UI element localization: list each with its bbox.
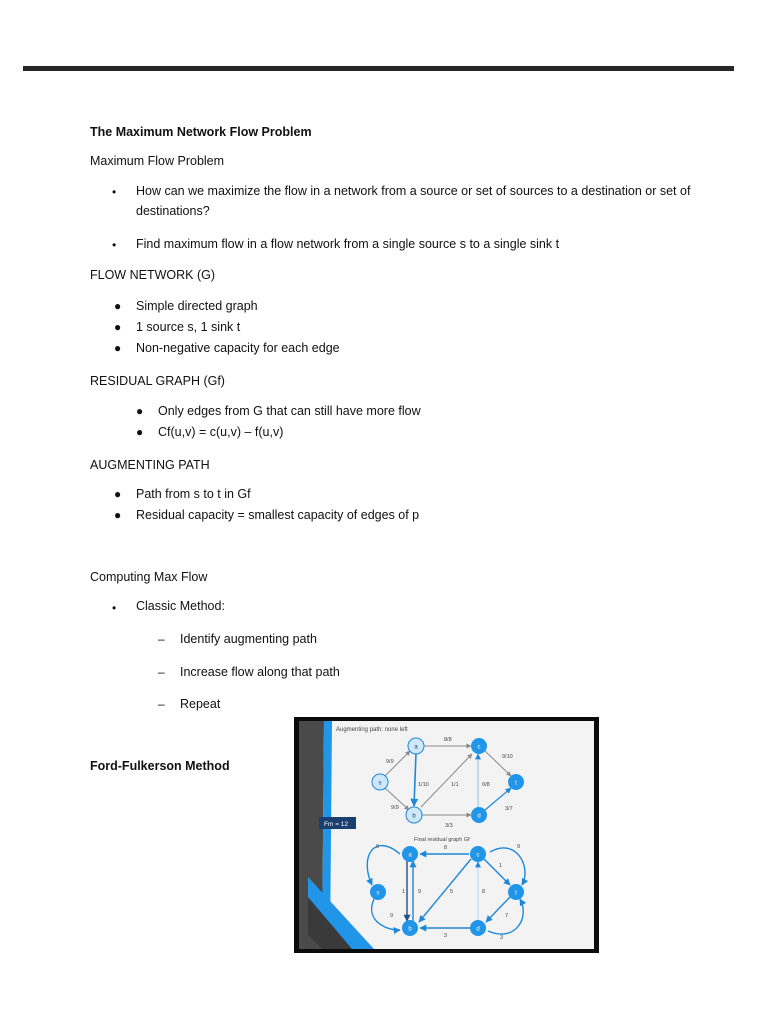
edge-label: 9 (418, 889, 422, 895)
bullet-text: Classic Method: (136, 599, 225, 613)
node-label: b (408, 926, 412, 933)
page-title: The Maximum Network Flow Problem (90, 125, 312, 139)
bullet-dot: ● (136, 404, 144, 418)
step-text: Increase flow along that path (180, 665, 340, 679)
ford-fulkerson-label: Ford-Fulkerson Method (90, 759, 230, 773)
section-heading-residual-graph: RESIDUAL GRAPH (Gf) (90, 374, 225, 388)
node-label: t (515, 890, 517, 897)
flow-network-diagram (294, 717, 599, 953)
node-label: s (376, 890, 380, 897)
edge-label: 3/3 (445, 823, 453, 829)
bullet-text: Simple directed graph (136, 299, 258, 313)
edge-label: 9/9 (386, 759, 394, 765)
edge-label: 1/10 (418, 782, 429, 788)
dash-bullet: – (158, 665, 165, 679)
dash-bullet: – (158, 632, 165, 646)
bullet-dot: ● (136, 425, 144, 439)
edge-label: 8/8 (444, 737, 452, 743)
edge-label: 1/1 (451, 782, 459, 788)
node-label: d (476, 926, 480, 933)
edge-label: 0/8 (482, 782, 490, 788)
diagram-panel (299, 721, 594, 949)
edge-label: 7 (505, 913, 509, 919)
bullet-text: Only edges from G that can still have more flow (158, 404, 421, 418)
edge-label: 5 (450, 889, 454, 895)
node-label: b (412, 813, 416, 820)
step-text: Identify augmenting path (180, 632, 317, 646)
edge-label: 9 (376, 844, 380, 850)
top-rule (23, 66, 734, 71)
diagram-top-caption: Augmenting path: none left (336, 727, 408, 733)
bullet-dot: ● (114, 341, 122, 355)
fm-label: Fm = 12 (324, 821, 349, 828)
edge-label: 8 (444, 845, 448, 851)
edge-label: 3/7 (505, 806, 513, 812)
edge-label: 3 (500, 935, 504, 941)
bullet-dot: • (112, 185, 117, 199)
node-label: a (414, 744, 418, 751)
dash-bullet: – (158, 697, 165, 711)
edge-label: 3 (444, 933, 448, 939)
node-label: s (378, 780, 382, 787)
bullet-text: Cf(u,v) = c(u,v) – f(u,v) (158, 425, 284, 439)
step-text: Repeat (180, 697, 221, 711)
diagram-bottom-caption: Final residual graph Gf (414, 837, 470, 843)
edge-label: 9 (517, 844, 521, 850)
node-label: d (477, 813, 481, 820)
node-label: a (408, 852, 412, 859)
edge-label: 9 (390, 913, 394, 919)
bullet-dot: ● (114, 320, 122, 334)
bullet-dot: ● (114, 508, 122, 522)
bullet-dot: ● (114, 487, 122, 501)
edge-label: 8 (482, 889, 486, 895)
edge-label: 1 (402, 889, 406, 895)
bullet-text: How can we maximize the flow in a network from a source or set of sources to a destination or set of destinations? (136, 184, 691, 218)
bullet-dot: • (112, 238, 117, 252)
bullet-text: Residual capacity = smallest capacity of edges of p (136, 508, 420, 522)
bullet-dot: • (112, 601, 117, 615)
node-label: t (515, 780, 517, 787)
bullet-text: Find maximum flow in a flow network from a single source s to a single sink t (136, 237, 560, 251)
edge-label: 9/9 (391, 805, 399, 811)
node-label: c (477, 744, 481, 751)
node-label: c (476, 852, 480, 859)
bullet-text: Path from s to t in Gf (136, 487, 251, 501)
section-heading-augmenting-path: AUGMENTING PATH (90, 458, 210, 472)
edge-label: 9/10 (502, 754, 513, 760)
section-heading-computing: Computing Max Flow (90, 570, 208, 584)
section-heading-flow-network: FLOW NETWORK (G) (90, 268, 215, 282)
section-heading-max-flow: Maximum Flow Problem (90, 154, 225, 168)
bullet-dot: ● (114, 299, 122, 313)
edge-label: 1 (499, 863, 503, 869)
bullet-text: 1 source s, 1 sink t (136, 320, 241, 334)
bullet-text: Non-negative capacity for each edge (136, 341, 340, 355)
